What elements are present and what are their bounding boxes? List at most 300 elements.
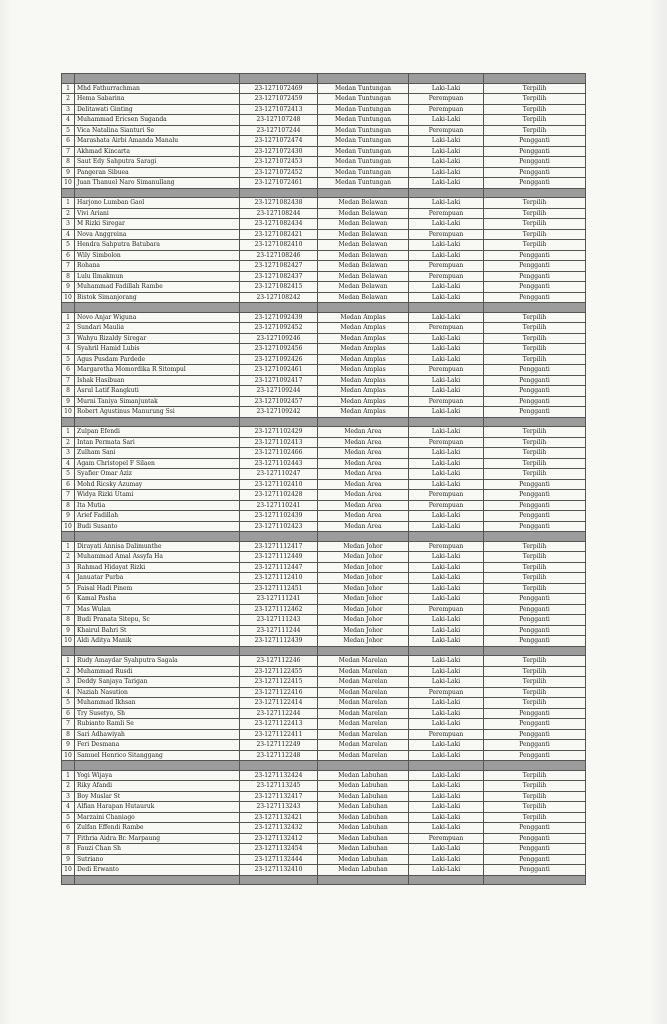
table-row: [62, 157, 586, 168]
separator-cell: [409, 532, 484, 542]
registration-number-cell: 23-1271082415: [240, 282, 318, 293]
status-cell: Terpilih: [484, 427, 586, 438]
row-number-cell: 7: [62, 833, 75, 844]
name-cell: Hendra Sahputra Batubara: [75, 240, 240, 251]
district-cell: Medan Marelan: [318, 729, 409, 740]
district-cell: Medan Marelan: [318, 740, 409, 751]
status-cell: Pengganti: [484, 604, 586, 615]
status-cell: Pengganti: [484, 750, 586, 761]
table-row: [62, 583, 586, 594]
table-row: [62, 770, 586, 781]
name-cell: Dirayati Annisa Dalimunthe: [75, 541, 240, 552]
table-row: [62, 552, 586, 563]
gender-cell: Laki-Laki: [409, 594, 484, 605]
row-number-cell: 7: [62, 604, 75, 615]
name-cell: Widya Rizki Utami: [75, 490, 240, 501]
gender-cell: Laki-Laki: [409, 865, 484, 876]
status-cell: Pengganti: [484, 396, 586, 407]
status-cell: Terpilih: [484, 656, 586, 667]
registration-number-cell: 23-1271092417: [240, 375, 318, 386]
row-number-cell: 4: [62, 115, 75, 126]
table-row: [62, 500, 586, 511]
name-cell: Sari Adhawiyah: [75, 729, 240, 740]
status-cell: Terpilih: [484, 562, 586, 573]
district-cell: Medan Marelan: [318, 698, 409, 709]
status-cell: Pengganti: [484, 479, 586, 490]
gender-cell: Perempuan: [409, 94, 484, 105]
separator-cell: [318, 532, 409, 542]
table-row: [62, 407, 586, 418]
district-cell: Medan Labuhan: [318, 865, 409, 876]
registration-number-cell: 23-1271082427: [240, 261, 318, 272]
name-cell: Muhammad Fadillah Rambe: [75, 282, 240, 293]
district-cell: Medan Belawan: [318, 292, 409, 303]
registration-number-cell: 23-127111244: [240, 625, 318, 636]
gender-cell: Perempuan: [409, 261, 484, 272]
separator-cell: [75, 303, 240, 313]
name-cell: Delitawati Ginting: [75, 104, 240, 115]
district-cell: Medan Tuntungan: [318, 115, 409, 126]
separator-cell: [409, 875, 484, 885]
status-cell: Terpilih: [484, 687, 586, 698]
row-number-cell: 8: [62, 157, 75, 168]
gender-cell: Laki-Laki: [409, 698, 484, 709]
name-cell: Saut Edy Sahputra Saragi: [75, 157, 240, 168]
table-row: [62, 94, 586, 105]
status-cell: Pengganti: [484, 146, 586, 157]
district-cell: Medan Amplas: [318, 312, 409, 323]
status-cell: Terpilih: [484, 94, 586, 105]
table-row: [62, 136, 586, 147]
status-cell: Terpilih: [484, 791, 586, 802]
name-cell: Agus Pusdam Pardede: [75, 354, 240, 365]
separator-cell: [318, 875, 409, 885]
gender-cell: Laki-Laki: [409, 802, 484, 813]
gender-cell: Laki-Laki: [409, 823, 484, 834]
gender-cell: Laki-Laki: [409, 781, 484, 792]
registration-number-cell: 23-1271072474: [240, 136, 318, 147]
separator-cell: [409, 417, 484, 427]
name-cell: Kamal Pasha: [75, 594, 240, 605]
row-number-cell: 4: [62, 458, 75, 469]
row-number-cell: 5: [62, 354, 75, 365]
name-cell: Akhmad Kincarta: [75, 146, 240, 157]
registration-number-cell: 23-1271122416: [240, 687, 318, 698]
gender-cell: Perempuan: [409, 833, 484, 844]
table-row: [62, 354, 586, 365]
name-cell: Novo Anjar Wiguna: [75, 312, 240, 323]
name-cell: Sundari Maulia: [75, 323, 240, 334]
row-number-cell: 3: [62, 333, 75, 344]
separator-cell: [62, 188, 75, 198]
registration-number-cell: 23-127112244: [240, 708, 318, 719]
separator-cell: [240, 303, 318, 313]
district-cell: Medan Labuhan: [318, 854, 409, 865]
row-number-cell: 2: [62, 94, 75, 105]
district-cell: Medan Tuntungan: [318, 83, 409, 94]
row-number-cell: 10: [62, 407, 75, 418]
separator-cell: [409, 303, 484, 313]
status-cell: Pengganti: [484, 823, 586, 834]
row-number-cell: 1: [62, 541, 75, 552]
district-cell: Medan Area: [318, 521, 409, 532]
district-cell: Medan Belawan: [318, 208, 409, 219]
table-row: [62, 282, 586, 293]
gender-cell: Laki-Laki: [409, 386, 484, 397]
registration-number-cell: 23-1271072469: [240, 83, 318, 94]
group-separator-row: [62, 761, 586, 771]
name-cell: Pangeran Sibuea: [75, 167, 240, 178]
registration-number-cell: 23-1271122411: [240, 729, 318, 740]
table-row: [62, 167, 586, 178]
status-cell: Terpilih: [484, 198, 586, 209]
row-number-cell: 6: [62, 365, 75, 376]
name-cell: Vica Natalina Sianturi Se: [75, 125, 240, 136]
district-cell: Medan Johor: [318, 615, 409, 626]
row-number-cell: 6: [62, 479, 75, 490]
district-cell: Medan Area: [318, 437, 409, 448]
gender-cell: Laki-Laki: [409, 167, 484, 178]
name-cell: Rubianto Ramli Se: [75, 719, 240, 730]
district-cell: Medan Johor: [318, 636, 409, 647]
registration-number-cell: 23-1271082421: [240, 229, 318, 240]
table-row: [62, 698, 586, 709]
registration-number-cell: 23-1271132454: [240, 844, 318, 855]
row-number-cell: 7: [62, 719, 75, 730]
name-cell: Budi Pranata Sitepu, Sc: [75, 615, 240, 626]
row-number-cell: 7: [62, 261, 75, 272]
name-cell: Ishak Hasibuan: [75, 375, 240, 386]
table-row: [62, 427, 586, 438]
row-number-cell: 7: [62, 146, 75, 157]
table-row: [62, 396, 586, 407]
row-number-cell: 8: [62, 844, 75, 855]
table-row: [62, 469, 586, 480]
district-cell: Medan Labuhan: [318, 770, 409, 781]
row-number-cell: 3: [62, 677, 75, 688]
separator-cell: [484, 532, 586, 542]
status-cell: Pengganti: [484, 854, 586, 865]
status-cell: Terpilih: [484, 552, 586, 563]
district-cell: Medan Belawan: [318, 271, 409, 282]
row-number-cell: 3: [62, 219, 75, 230]
status-cell: Terpilih: [484, 229, 586, 240]
gender-cell: Laki-Laki: [409, 521, 484, 532]
name-cell: Januatar Purba: [75, 573, 240, 584]
status-cell: Terpilih: [484, 469, 586, 480]
registration-number-cell: 23-127112249: [240, 740, 318, 751]
name-cell: Intan Permata Sari: [75, 437, 240, 448]
status-cell: Terpilih: [484, 219, 586, 230]
name-cell: Aldi Aditya Manik: [75, 636, 240, 647]
table-row: [62, 594, 586, 605]
registration-number-cell: 23-1271092439: [240, 312, 318, 323]
registration-number-cell: 23-1271112447: [240, 562, 318, 573]
district-cell: Medan Tuntungan: [318, 178, 409, 189]
row-number-cell: 8: [62, 500, 75, 511]
status-cell: Terpilih: [484, 666, 586, 677]
registration-number-cell: 23-1271092456: [240, 344, 318, 355]
name-cell: Faisal Hadi Pinem: [75, 583, 240, 594]
status-cell: Pengganti: [484, 407, 586, 418]
table-row: [62, 250, 586, 261]
separator-cell: [62, 74, 75, 84]
gender-cell: Laki-Laki: [409, 625, 484, 636]
table-row: [62, 719, 586, 730]
name-cell: Sutriano: [75, 854, 240, 865]
district-cell: Medan Labuhan: [318, 812, 409, 823]
registration-number-cell: 23-1271112439: [240, 636, 318, 647]
name-cell: Deddy Sanjaya Tarigan: [75, 677, 240, 688]
row-number-cell: 2: [62, 437, 75, 448]
status-cell: Pengganti: [484, 490, 586, 501]
status-cell: Terpilih: [484, 583, 586, 594]
registration-number-cell: 23-127109246: [240, 333, 318, 344]
district-cell: Medan Labuhan: [318, 823, 409, 834]
district-cell: Medan Tuntungan: [318, 125, 409, 136]
name-cell: Muhammad Ericsen Suganda: [75, 115, 240, 126]
row-number-cell: 9: [62, 854, 75, 865]
name-cell: Naziah Nasution: [75, 687, 240, 698]
table-row: [62, 562, 586, 573]
name-cell: Harjono Lumban Gaol: [75, 198, 240, 209]
name-cell: Fithria Aidra Br. Marpaung: [75, 833, 240, 844]
gender-cell: Perempuan: [409, 323, 484, 334]
status-cell: Pengganti: [484, 708, 586, 719]
registration-number-cell: 23-1271132432: [240, 823, 318, 834]
district-cell: Medan Amplas: [318, 333, 409, 344]
table-row: [62, 261, 586, 272]
registration-number-cell: 23-1271102466: [240, 448, 318, 459]
gender-cell: Laki-Laki: [409, 573, 484, 584]
gender-cell: Laki-Laki: [409, 344, 484, 355]
separator-cell: [75, 875, 240, 885]
separator-cell: [318, 761, 409, 771]
registration-number-cell: 23-1271072452: [240, 167, 318, 178]
separator-cell: [409, 74, 484, 84]
separator-cell: [62, 875, 75, 885]
row-number-cell: 8: [62, 729, 75, 740]
registration-number-cell: 23-1271102429: [240, 427, 318, 438]
registration-number-cell: 23-1271072453: [240, 157, 318, 168]
district-cell: Medan Belawan: [318, 229, 409, 240]
row-number-cell: 2: [62, 323, 75, 334]
status-cell: Terpilih: [484, 312, 586, 323]
gender-cell: Perempuan: [409, 437, 484, 448]
group-separator-row: [62, 417, 586, 427]
registration-number-cell: 23-1271102423: [240, 521, 318, 532]
district-cell: Medan Area: [318, 448, 409, 459]
status-cell: Pengganti: [484, 615, 586, 626]
status-cell: Pengganti: [484, 167, 586, 178]
district-cell: Medan Johor: [318, 594, 409, 605]
name-cell: Dedi Erwanto: [75, 865, 240, 876]
row-number-cell: 9: [62, 282, 75, 293]
name-cell: Muhammad Rusdi: [75, 666, 240, 677]
gender-cell: Laki-Laki: [409, 458, 484, 469]
name-cell: Boy Muslar St: [75, 791, 240, 802]
registration-number-cell: 23-1271112410: [240, 573, 318, 584]
gender-cell: Laki-Laki: [409, 791, 484, 802]
row-number-cell: 2: [62, 781, 75, 792]
name-cell: Hema Sabarina: [75, 94, 240, 105]
gender-cell: Laki-Laki: [409, 562, 484, 573]
district-cell: Medan Marelan: [318, 666, 409, 677]
status-cell: Pengganti: [484, 865, 586, 876]
table-row: [62, 687, 586, 698]
gender-cell: Perempuan: [409, 125, 484, 136]
registration-number-cell: 23-1271072461: [240, 178, 318, 189]
status-cell: Terpilih: [484, 333, 586, 344]
gender-cell: Perempuan: [409, 729, 484, 740]
table-row: [62, 541, 586, 552]
status-cell: Pengganti: [484, 833, 586, 844]
registration-number-cell: 23-127107248: [240, 115, 318, 126]
name-cell: Mas Wulan: [75, 604, 240, 615]
table-row: [62, 573, 586, 584]
registration-number-cell: 23-1271102410: [240, 479, 318, 490]
district-cell: Medan Labuhan: [318, 833, 409, 844]
name-cell: Alfian Harapan Hutauruk: [75, 802, 240, 813]
gender-cell: Perempuan: [409, 541, 484, 552]
gender-cell: Laki-Laki: [409, 136, 484, 147]
status-cell: Terpilih: [484, 437, 586, 448]
status-cell: Pengganti: [484, 365, 586, 376]
district-cell: Medan Belawan: [318, 240, 409, 251]
status-cell: Pengganti: [484, 521, 586, 532]
district-cell: Medan Labuhan: [318, 802, 409, 813]
table-row: [62, 198, 586, 209]
district-cell: Medan Marelan: [318, 656, 409, 667]
registration-number-cell: 23-127108244: [240, 208, 318, 219]
district-cell: Medan Tuntungan: [318, 104, 409, 115]
selection-results-table: [61, 73, 586, 885]
separator-cell: [409, 761, 484, 771]
registration-number-cell: 23-1271092461: [240, 365, 318, 376]
gender-cell: Laki-Laki: [409, 812, 484, 823]
name-cell: Vivi Ariani: [75, 208, 240, 219]
table-row: [62, 125, 586, 136]
status-cell: Pengganti: [484, 375, 586, 386]
registration-number-cell: 23-127108242: [240, 292, 318, 303]
name-cell: Wahyu Rizaldy Siregar: [75, 333, 240, 344]
row-number-cell: 1: [62, 198, 75, 209]
separator-cell: [484, 417, 586, 427]
separator-cell: [62, 761, 75, 771]
gender-cell: Laki-Laki: [409, 552, 484, 563]
gender-cell: Laki-Laki: [409, 448, 484, 459]
separator-cell: [240, 761, 318, 771]
table-row: [62, 833, 586, 844]
row-number-cell: 6: [62, 250, 75, 261]
district-cell: Medan Marelan: [318, 750, 409, 761]
gender-cell: Perempuan: [409, 208, 484, 219]
separator-cell: [75, 532, 240, 542]
status-cell: Terpilih: [484, 354, 586, 365]
gender-cell: Laki-Laki: [409, 115, 484, 126]
status-cell: Terpilih: [484, 125, 586, 136]
table-row: [62, 323, 586, 334]
row-number-cell: 1: [62, 656, 75, 667]
group-separator-row: [62, 646, 586, 656]
registration-number-cell: 23-1271092457: [240, 396, 318, 407]
table-row: [62, 344, 586, 355]
row-number-cell: 2: [62, 208, 75, 219]
registration-number-cell: 23-1271132444: [240, 854, 318, 865]
name-cell: Robert Agustinus Manurung Ssi: [75, 407, 240, 418]
registration-number-cell: 23-1271132417: [240, 791, 318, 802]
table-row: [62, 812, 586, 823]
table-row: [62, 604, 586, 615]
row-number-cell: 10: [62, 521, 75, 532]
status-cell: Terpilih: [484, 115, 586, 126]
registration-number-cell: 23-1271082434: [240, 219, 318, 230]
status-cell: Pengganti: [484, 282, 586, 293]
row-number-cell: 9: [62, 167, 75, 178]
table-row: [62, 448, 586, 459]
district-cell: Medan Labuhan: [318, 781, 409, 792]
status-cell: Terpilih: [484, 541, 586, 552]
gender-cell: Laki-Laki: [409, 740, 484, 751]
gender-cell: Laki-Laki: [409, 333, 484, 344]
row-number-cell: 3: [62, 104, 75, 115]
district-cell: Medan Belawan: [318, 261, 409, 272]
row-number-cell: 7: [62, 375, 75, 386]
group-separator-row: [62, 303, 586, 313]
status-cell: Pengganti: [484, 136, 586, 147]
status-cell: Terpilih: [484, 83, 586, 94]
name-cell: Zulham Sani: [75, 448, 240, 459]
gender-cell: Laki-Laki: [409, 677, 484, 688]
district-cell: Medan Area: [318, 469, 409, 480]
district-cell: Medan Area: [318, 479, 409, 490]
name-cell: Muhammad Ikhsan: [75, 698, 240, 709]
registration-number-cell: 23-127108246: [240, 250, 318, 261]
registration-number-cell: 23-1271082438: [240, 198, 318, 209]
separator-cell: [240, 532, 318, 542]
table-row: [62, 823, 586, 834]
gender-cell: Laki-Laki: [409, 583, 484, 594]
registration-number-cell: 23-1271112451: [240, 583, 318, 594]
separator-cell: [62, 646, 75, 656]
separator-cell: [75, 74, 240, 84]
table-row: [62, 479, 586, 490]
table-row: [62, 802, 586, 813]
status-cell: Pengganti: [484, 250, 586, 261]
registration-number-cell: 23-1271112462: [240, 604, 318, 615]
row-number-cell: 4: [62, 687, 75, 698]
registration-number-cell: 23-1271072459: [240, 94, 318, 105]
name-cell: Wily Simbolon: [75, 250, 240, 261]
table-row: [62, 178, 586, 189]
name-cell: Ita Mutia: [75, 500, 240, 511]
registration-number-cell: 23-1271072413: [240, 104, 318, 115]
district-cell: Medan Marelan: [318, 708, 409, 719]
name-cell: Juan Thanuel Naro Simanullang: [75, 178, 240, 189]
row-number-cell: 8: [62, 615, 75, 626]
district-cell: Medan Johor: [318, 562, 409, 573]
table-body: [62, 74, 586, 885]
gender-cell: Perempuan: [409, 604, 484, 615]
name-cell: Bistok Simanjorang: [75, 292, 240, 303]
table-row: [62, 271, 586, 282]
gender-cell: Laki-Laki: [409, 656, 484, 667]
registration-number-cell: 23-1271122455: [240, 666, 318, 677]
district-cell: Medan Amplas: [318, 354, 409, 365]
status-cell: Pengganti: [484, 261, 586, 272]
table-row: [62, 750, 586, 761]
separator-cell: [409, 646, 484, 656]
